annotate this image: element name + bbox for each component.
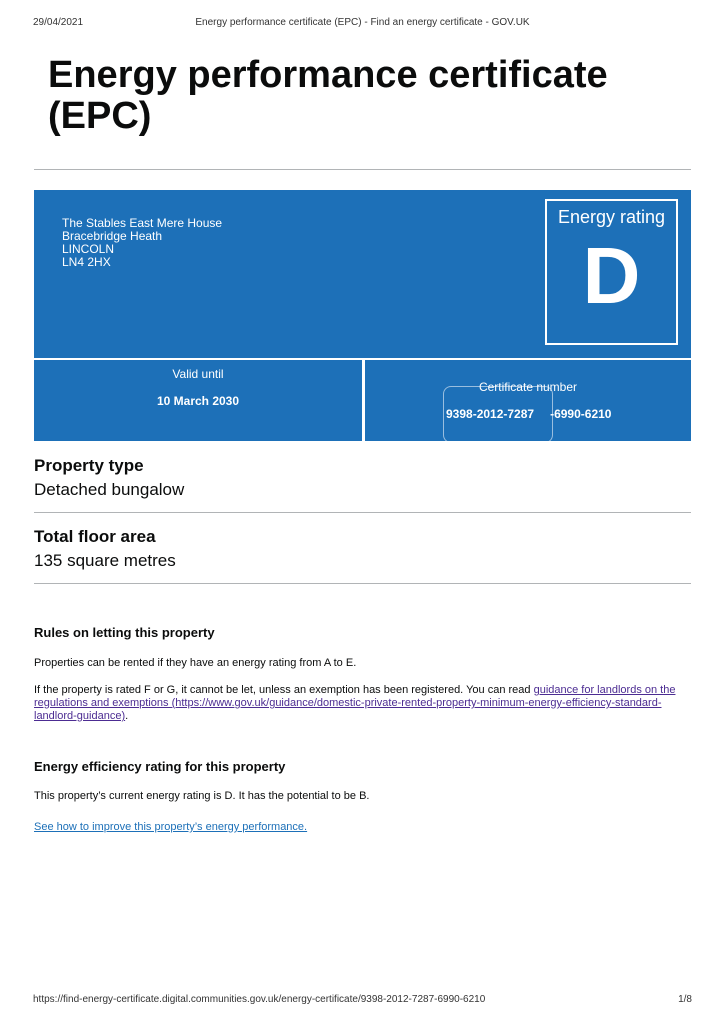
certificate-number-part1: 9398-2012-7287 (446, 407, 535, 421)
valid-until-box (34, 360, 362, 441)
letting-exemption-end: . (125, 710, 129, 722)
divider (34, 169, 691, 170)
print-title: Energy performance certificate (EPC) - Find an energy certificate - GOV.UK (195, 17, 530, 28)
floor-area-heading: Total floor area (34, 527, 156, 546)
divider (34, 583, 691, 584)
landlord-guidance-link[interactable]: guidance for landlords on the regulations and exemptions (https://www.gov.uk/guidance/domestic-private-rented-property-minimum-energy-efficiency-standard-landlord-guidance) (34, 684, 676, 722)
page-title: Energy performance certificate (EPC) (48, 54, 608, 137)
letting-exemption-intro: If the property is rated F or G, it cannot be let, unless an exemption has been registered. You can read (34, 684, 534, 696)
print-page-number: 1/8 (678, 994, 692, 1005)
improve-performance-link[interactable]: See how to improve this property’s energy performance. (34, 821, 308, 833)
property-type-heading: Property type (34, 456, 144, 475)
certificate-number[interactable] (446, 407, 611, 421)
efficiency-link-paragraph (34, 821, 691, 834)
efficiency-text: This property’s current energy rating is D. It has the potential to be B. (34, 790, 370, 802)
property-type-value: Detached bungalow (34, 480, 185, 499)
floor-area-value: 135 square metres (34, 551, 176, 570)
print-url: https://find-energy-certificate.digital.communities.gov.uk/energy-certificate/9398-2012-7287-6990-6210 (33, 994, 486, 1005)
print-date: 29/04/2021 (33, 17, 84, 28)
certificate-number-part2: -6990-6210 (550, 407, 612, 421)
efficiency-heading: Energy efficiency rating for this property (34, 759, 286, 774)
certificate-number-box (365, 360, 691, 441)
letting-rules-text: Properties can be rented if they have an energy rating from A to E. (34, 657, 357, 669)
energy-rating-label: Energy rating (557, 207, 666, 227)
energy-rating-box (545, 199, 678, 345)
divider (34, 512, 691, 513)
address-line-4: LN4 2HX (62, 255, 111, 269)
property-address (62, 217, 222, 269)
address-line-3: LINCOLN (62, 242, 115, 256)
certificate-number-label: Certificate number (478, 380, 578, 394)
valid-until-label: Valid until (172, 367, 224, 381)
energy-rating-letter: D (582, 231, 641, 320)
letting-exemption-text (34, 684, 691, 723)
address-line-2: Bracebridge Heath (62, 229, 163, 243)
address-line-1: The Stables East Mere House (62, 216, 223, 230)
valid-until-date: 10 March 2030 (156, 394, 240, 408)
epc-summary-box (34, 190, 691, 358)
letting-rules-heading: Rules on letting this property (34, 625, 215, 640)
